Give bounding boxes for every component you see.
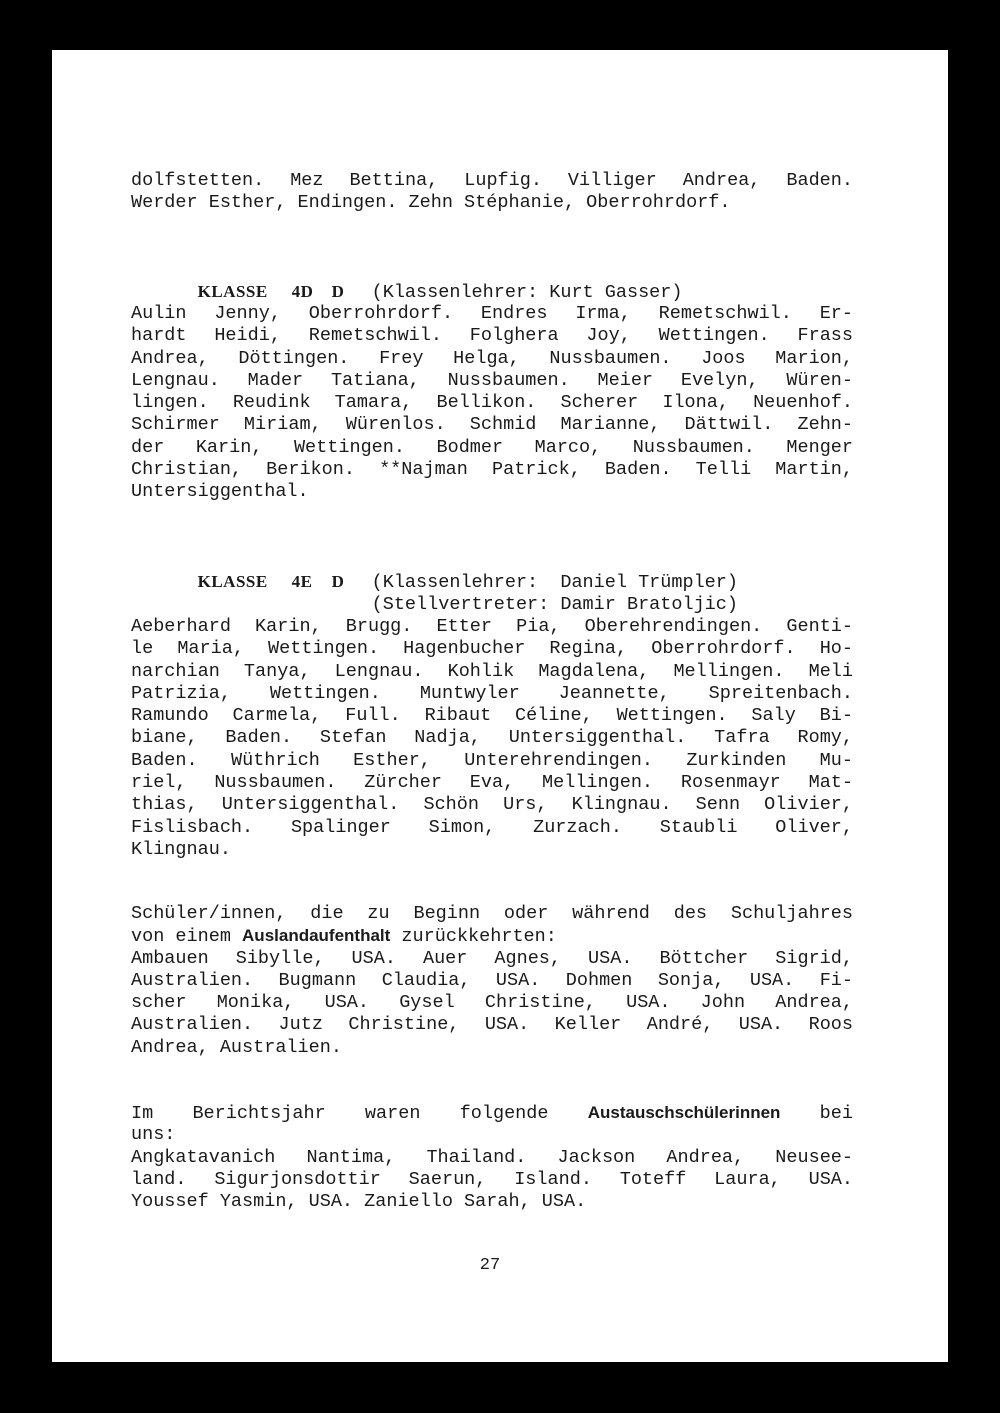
klasse-4e-students: [131, 616, 853, 861]
austausch-section: [131, 1102, 853, 1213]
teacher-info: (Klassenlehrer: Kurt Gasser): [371, 282, 683, 304]
student-line: Fislisbach. Spalinger Simon, Zurzach. Staubli Oliver,: [131, 816, 853, 838]
student-line: Angkatavanich Nantima, Thailand. Jackson Andrea, Neusee-: [131, 1146, 853, 1168]
student-line: scher Monika, USA. Gysel Christine, USA. John Andrea,: [131, 992, 853, 1014]
document-page: [52, 50, 948, 1362]
student-line: le Maria, Wettingen. Hagenbucher Regina, Oberrohrdorf. Ho-: [131, 638, 853, 660]
dept-code: D: [331, 572, 345, 592]
student-line: Youssef Yasmin, USA. Zaniello Sarah, USA.: [131, 1191, 587, 1213]
student-line: Baden. Wüthrich Esther, Unterehrendingen. Zurkinden Mu-: [131, 749, 853, 771]
klasse-4d-heading: [131, 259, 853, 304]
student-line: Andrea, Döttingen. Frey Helga, Nussbaumen. Joos Marion,: [131, 347, 853, 369]
student-line: Lengnau. Mader Tatiana, Nussbaumen. Meier Evelyn, Würen-: [131, 369, 853, 391]
student-line: riel, Nussbaumen. Zürcher Eva, Mellingen. Rosenmayr Mat-: [131, 772, 853, 794]
student-line: narchian Tanya, Lengnau. Kohlik Magdalena, Mellingen. Meli: [131, 660, 853, 682]
student-line: Australien. Jutz Christine, USA. Keller André, USA. Roos: [131, 1014, 853, 1036]
student-line: land. Sigurjonsdottir Saerun, Island. Toteff Laura, USA.: [131, 1168, 853, 1190]
student-line: lingen. Reudink Tamara, Bellikon. Scherer Ilona, Neuenhof.: [131, 392, 853, 414]
student-line: hardt Heidi, Remetschwil. Folghera Joy, Wettingen. Frass: [131, 325, 853, 347]
class-code: 4E: [291, 572, 313, 592]
continuation-paragraph: [131, 170, 853, 215]
class-code: 4D: [291, 282, 314, 302]
klasse-label: KLASSE: [197, 282, 268, 302]
austausch-keyword: Austauschschülerinnen: [587, 1103, 781, 1122]
student-line: Aulin Jenny, Oberrohrdorf. Endres Irma, Remetschwil. Er-: [131, 303, 853, 324]
text-line: Werder Esther, Endingen. Zehn Stéphanie, Oberrohrdorf.: [131, 192, 731, 214]
dept-code: D: [331, 282, 345, 302]
student-line: Ambauen Sibylle, USA. Auer Agnes, USA. Böttcher Sigrid,: [131, 947, 853, 969]
ausland-section: [131, 903, 853, 1059]
student-line: Ramundo Carmela, Full. Ribaut Céline, Wettingen. Saly Bi-: [131, 705, 853, 727]
text-line: dolfstetten. Mez Bettina, Lupfig. Villiger Andrea, Baden.: [131, 170, 853, 191]
student-line: thias, Untersiggenthal. Schön Urs, Klingnau. Senn Olivier,: [131, 794, 853, 816]
student-line: Patrizia, Wettingen. Muntwyler Jeannette, Spreitenbach.: [131, 682, 853, 704]
student-line: Klingnau.: [131, 838, 231, 860]
student-line: Schirmer Miriam, Würenlos. Schmid Marianne, Dättwil. Zehn-: [131, 414, 853, 436]
teacher-info: (Klassenlehrer: Daniel Trümpler): [371, 572, 738, 594]
klasse-4e-heading: [131, 549, 853, 615]
student-line: Andrea, Australien.: [131, 1036, 342, 1058]
student-line: der Karin, Wettingen. Bodmer Marco, Nussbaumen. Menger: [131, 436, 853, 458]
austausch-intro-line2: uns:: [131, 1124, 176, 1146]
student-line: biane, Baden. Stefan Nadja, Untersiggenthal. Tafra Romy,: [131, 727, 853, 749]
student-line: Aeberhard Karin, Brugg. Etter Pia, Oberehrendingen. Genti-: [131, 616, 853, 637]
klasse-4d-students: [131, 303, 853, 504]
klasse-label: KLASSE: [197, 572, 268, 592]
deputy-info: (Stellvertreter: Damir Bratoljic): [371, 593, 738, 615]
ausland-intro-line2: von einem Auslandaufenthalt zurückkehrten:: [131, 926, 557, 948]
ausland-keyword: Auslandaufenthalt: [242, 926, 391, 946]
student-line: Australien. Bugmann Claudia, USA. Dohmen Sonja, USA. Fi-: [131, 969, 853, 991]
student-line: Untersiggenthal.: [131, 481, 309, 503]
ausland-intro: Schüler/innen, die zu Beginn oder während des Schuljahres: [131, 903, 853, 924]
student-line: Christian, Berikon. **Najman Patrick, Baden. Telli Martin,: [131, 459, 853, 481]
page-number: 27: [479, 1256, 501, 1275]
austausch-intro: Im Berichtsjahr waren folgende Austauschschülerinnen bei: [131, 1103, 853, 1124]
